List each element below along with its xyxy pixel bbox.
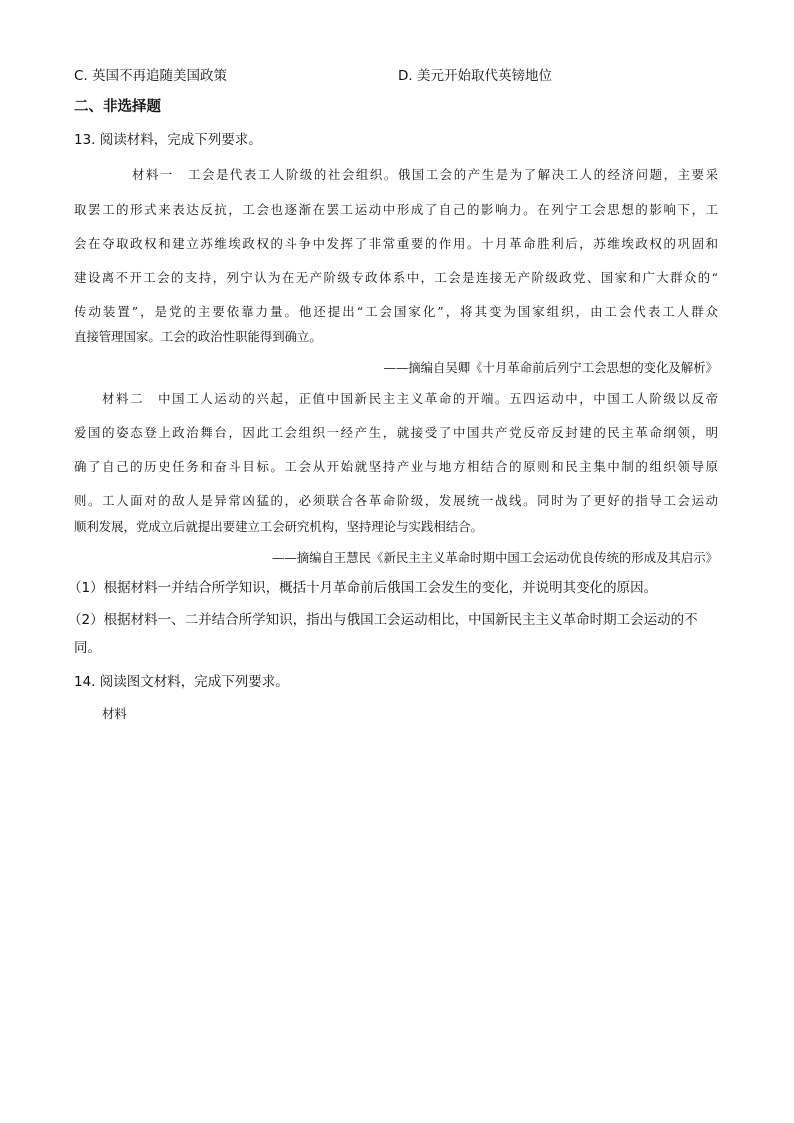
material2-line: 确了自己的历史任务和奋斗目标。工会从开始就坚持产业与地方相结合的原则和民主集中制的组织领导原: [74, 459, 718, 474]
question-13-subquestion-1: （1）根据材料一并结合所学知识，概括十月革命前后俄国工会发生的变化，并说明其变化的原因。: [68, 580, 658, 596]
question-13-prompt: 13. 阅读材料，完成下列要求。: [74, 132, 262, 148]
section-title: 二、非选择题: [74, 99, 161, 115]
material1-source: ——摘编自吴卿《十月革命前后列宁工会思想的变化及解析》: [383, 360, 718, 375]
material1-line: 会在夺取政权和建立苏维埃政权的斗争中发挥了非常重要的作用。十月革命胜利后，苏维埃政权的巩固和: [74, 236, 718, 251]
material2-line: 则。工人面对的敌人是异常凶猛的，必须联合各革命阶级，发展统一战线。同时为了更好的指导工会运动: [74, 493, 718, 508]
material1-line: 直接管理国家。工会的政治性职能得到确立。: [74, 329, 322, 344]
question-13-subquestion-2: （2）根据材料一、二并结合所学知识，指出与俄国工会运动相比，中国新民主主义革命时期工会运动的不: [68, 612, 698, 628]
material2-line: 材料二 中国工人运动的兴起，正值中国新民主主义革命的开端。五四运动中，中国工人阶级以反帝: [102, 391, 718, 406]
material2-line: 顺利发展，党成立后就提出要建立工会研究机构，坚持理论与实践相结合。: [74, 519, 483, 534]
question-14-prompt: 14. 阅读图文材料，完成下列要求。: [74, 674, 289, 690]
material2-source: ——摘编自王慧民《新民主主义革命时期中国工会运动优良传统的形成及其启示》: [271, 550, 718, 565]
material1-line: 传动装置”，是党的主要依靠力量。他还提出“工会国家化”，将其变为国家组织，由工会代表工人群众: [74, 304, 718, 319]
option-c: C. 英国不再追随美国政策: [74, 68, 228, 84]
material1-line: 材料一 工会是代表工人阶级的社会组织。俄国工会的产生是为了解决工人的经济问题，主要采: [132, 167, 718, 182]
option-d: D. 美元开始取代英镑地位: [398, 68, 552, 84]
material2-line: 爱国的姿态登上政治舞台，因此工会组织一经产生，就接受了中国共产党反帝反封建的民主革命纲领，明: [74, 425, 718, 440]
question-13-subquestion-2-continued: 同。: [74, 640, 101, 656]
material1-line: 建设离不开工会的支持，列宁认为在无产阶级专政体系中，工会是连接无产阶级政党、国家和广大群众的“: [74, 270, 718, 285]
material1-line: 取罢工的形式来表达反抗，工会也逐渐在罢工运动中形成了自己的影响力。在列宁工会思想的影响下，工: [74, 202, 718, 217]
question-14-material-label: 材料: [102, 706, 127, 721]
